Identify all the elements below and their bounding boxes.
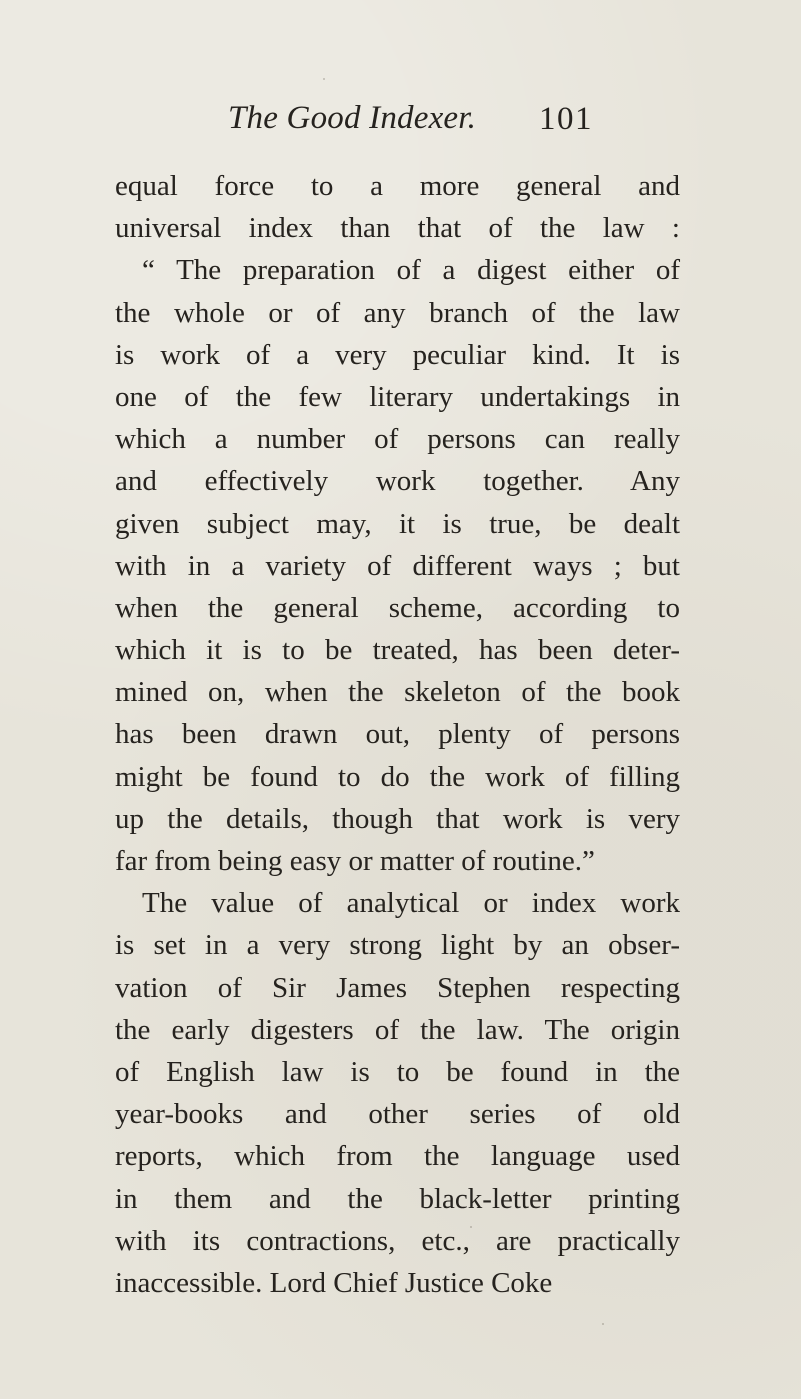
text-line: which a number of persons can really [115,423,680,456]
text-line: is set in a very strong light by an obser- [115,929,680,962]
text-line: The value of analytical or index work [142,887,680,920]
page-number: 101 [539,101,593,137]
text-line: might be found to do the work of filling [115,760,680,793]
page-header [228,100,628,144]
text-line: reports, which from the language used [115,1140,680,1173]
text-line: has been drawn out, plenty of persons [115,718,680,751]
text-line: up the details, though that work is very [115,802,680,835]
text-line: in them and the black-letter printing [115,1182,680,1215]
text-line: universal index than that of the law : [115,212,680,245]
text-line: “ The preparation of a digest either of [142,254,680,287]
text-line: far from being easy or matter of routine.” [115,845,595,877]
running-title: The Good Indexer. [228,100,477,136]
text-line: which it is to be treated, has been deter- [115,634,680,667]
text-line: is work of a very peculiar kind. It is [115,338,680,371]
text-line: with in a variety of different ways ; but [115,549,680,582]
text-line: given subject may, it is true, be dealt [115,507,680,540]
paper-speck [602,1323,604,1325]
text-line: mined on, when the skeleton of the book [115,676,680,709]
text-line: equal force to a more general and [115,170,680,202]
text-line: vation of Sir James Stephen respecting [115,971,680,1004]
text-line: with its contractions, etc., are practically [115,1224,680,1257]
text-line: and effectively work together. Any [115,465,680,498]
text-line: inaccessible. Lord Chief Justice Coke [115,1266,553,1299]
paper-speck [470,1226,472,1228]
text-line: of English law is to be found in the [115,1055,680,1088]
text-line: when the general scheme, according to [115,591,680,624]
body-text [115,165,680,1304]
paper-speck [323,78,325,80]
text-line: the whole or of any branch of the law [115,296,680,329]
text-line: one of the few literary undertakings in [115,380,680,413]
text-line: the early digesters of the law. The origin [115,1013,680,1046]
text-line: year-books and other series of old [115,1098,680,1131]
